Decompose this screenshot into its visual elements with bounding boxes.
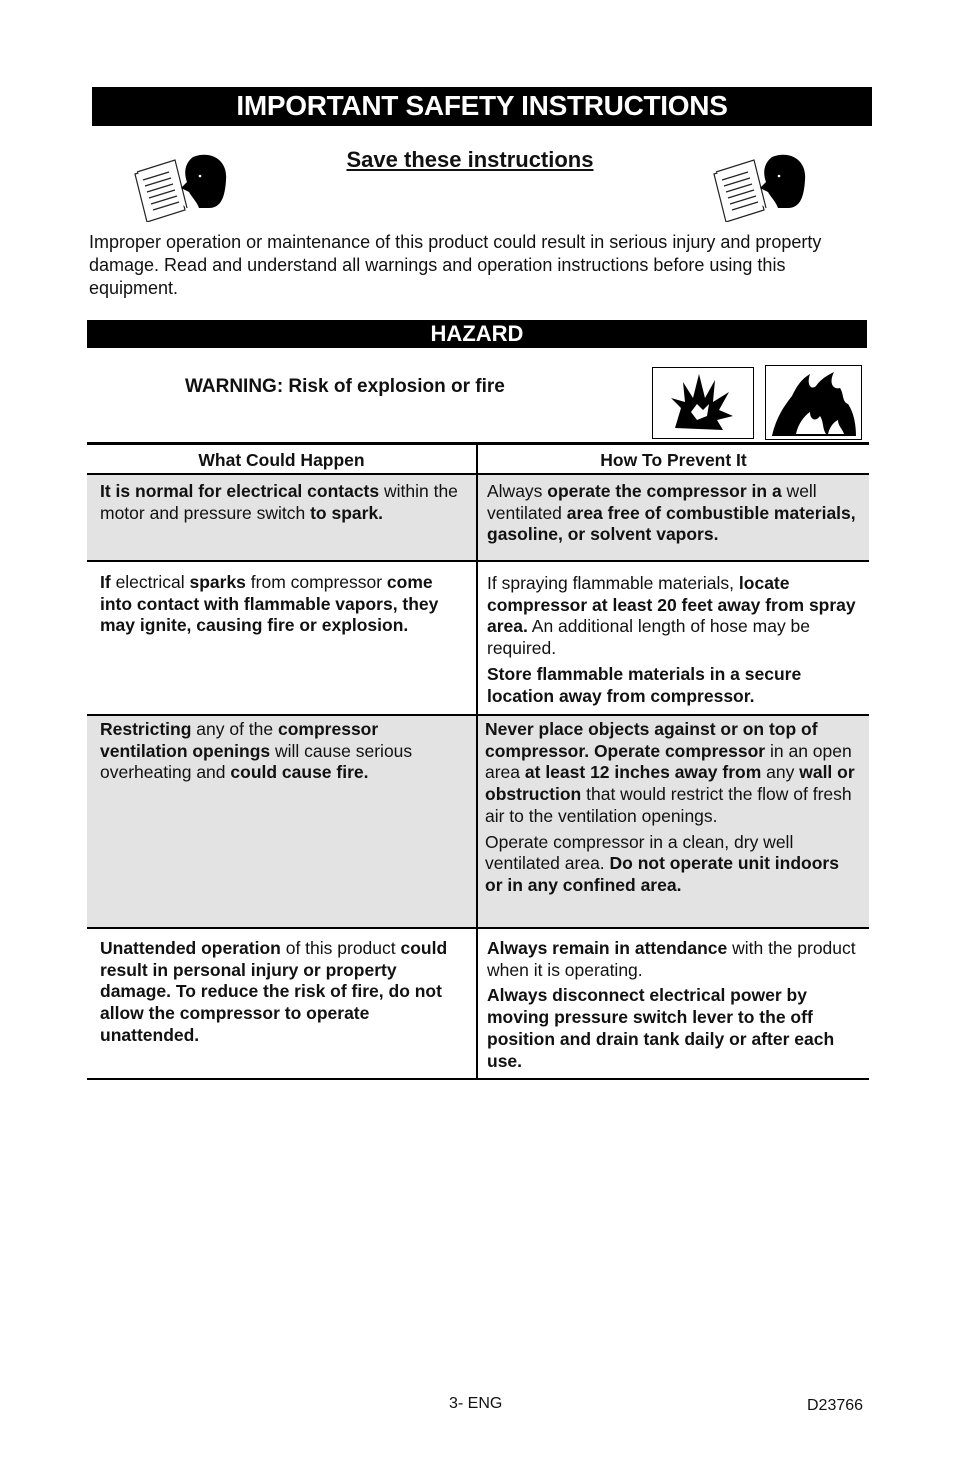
bold-text: If <box>100 572 111 592</box>
bold-text: could result in personal injury or property damage. To reduce the risk of fire, do not allow the compressor to operate unattended. <box>100 938 448 1045</box>
bold-text: operate the compressor in a <box>547 481 782 501</box>
cell-paragraph <box>487 481 861 546</box>
text: within the motor and pressure switch <box>100 481 458 523</box>
how-to-prevent-cell <box>478 475 869 560</box>
table-row <box>87 475 869 562</box>
bold-text: could cause fire. <box>230 762 369 783</box>
explosion-symbol-box <box>652 367 754 439</box>
cell-paragraph <box>487 664 861 707</box>
cell-paragraph <box>485 719 861 828</box>
bold-text: come into contact with flammable vapors, they may ignite, causing fire or explosion. <box>100 572 439 636</box>
text: If spraying flammable materials, <box>487 573 739 593</box>
what-could-happen-cell <box>87 475 478 560</box>
table-row <box>87 929 869 1080</box>
cell-paragraph <box>487 938 861 981</box>
text: An additional length of hose may be required. <box>487 616 811 659</box>
bold-text: compressor ventilation openings <box>100 719 379 761</box>
bold-text: Restricting <box>100 719 192 739</box>
cell-paragraph <box>100 572 466 637</box>
cell-paragraph <box>100 719 466 784</box>
cell-paragraph <box>485 832 861 897</box>
bold-text: locate compressor at least 20 feet away from spray area. <box>487 573 856 637</box>
text: that would restrict the flow of fresh air to the ventilation openings. <box>485 784 852 826</box>
text: electrical <box>110 572 190 592</box>
bold-text: area free of combustible materials, gasoline, or solvent vapors. <box>487 502 856 545</box>
bold-text: Never place objects against or on top of compressor. Operate compressor <box>485 719 818 761</box>
table-header-row <box>87 445 869 475</box>
column-header-what-could-happen: What Could Happen <box>87 445 478 473</box>
cell-paragraph <box>487 985 861 1072</box>
text: well ventilated <box>487 481 817 523</box>
text: from compressor <box>245 572 387 592</box>
bold-text: sparks <box>189 572 246 592</box>
manual-reader-icon <box>712 152 807 222</box>
bold-text: Do not operate unit indoors or in any confined area. <box>485 853 839 895</box>
page-title: IMPORTANT SAFETY INSTRUCTIONS <box>92 87 872 126</box>
fire-icon <box>766 366 860 438</box>
hazard-table <box>87 442 869 1080</box>
text: any of the <box>191 719 278 739</box>
text: in an open area <box>485 740 852 783</box>
how-to-prevent-cell <box>478 716 869 927</box>
cell-paragraph <box>487 573 861 660</box>
what-could-happen-cell <box>87 562 478 714</box>
bold-text: wall or obstruction <box>485 762 855 805</box>
bold-text: at least 12 inches away from <box>524 762 762 783</box>
column-header-how-to-prevent-it: How To Prevent It <box>600 450 747 470</box>
bold-text: Always remain in attendance <box>487 938 728 958</box>
table-row <box>87 562 869 716</box>
text: of this product <box>280 938 401 958</box>
text: will cause serious overheating and <box>100 740 413 783</box>
bold-text: to spark. <box>310 502 384 523</box>
what-could-happen-cell <box>87 716 478 927</box>
cell-paragraph <box>100 938 466 1047</box>
explosion-icon <box>653 368 752 437</box>
fire-symbol-box <box>765 365 862 440</box>
page-number: 3- ENG <box>449 1395 503 1412</box>
warning-label: WARNING: Risk of explosion or fire <box>185 376 505 397</box>
text: with the product when it is operating. <box>487 938 856 980</box>
cell-paragraph <box>100 481 466 524</box>
text: Always <box>487 481 548 501</box>
bold-text: It is normal for electrical contacts <box>100 481 380 501</box>
bold-text: Unattended operation <box>100 938 281 958</box>
how-to-prevent-cell <box>478 562 869 714</box>
how-to-prevent-cell <box>478 929 869 1078</box>
save-instructions-heading: Save these instructions <box>346 147 594 172</box>
document-code: D23766 <box>807 1397 864 1414</box>
intro-paragraph: Improper operation or maintenance of this product could result in serious injury and property damage. Read and understand all warnings and operation instructions before using this equipment. <box>89 232 822 298</box>
text: Operate compressor in a clean, dry well ventilated area. <box>485 831 794 874</box>
hazard-header: HAZARD <box>87 320 867 348</box>
what-could-happen-cell <box>87 929 478 1078</box>
bold-text: Always disconnect electrical power by moving pressure switch lever to the off position and drain tank daily or after each use. <box>487 985 835 1071</box>
text: any <box>761 762 800 783</box>
bold-text: Store flammable materials in a secure location away from compressor. <box>487 663 802 706</box>
table-row <box>87 716 869 929</box>
